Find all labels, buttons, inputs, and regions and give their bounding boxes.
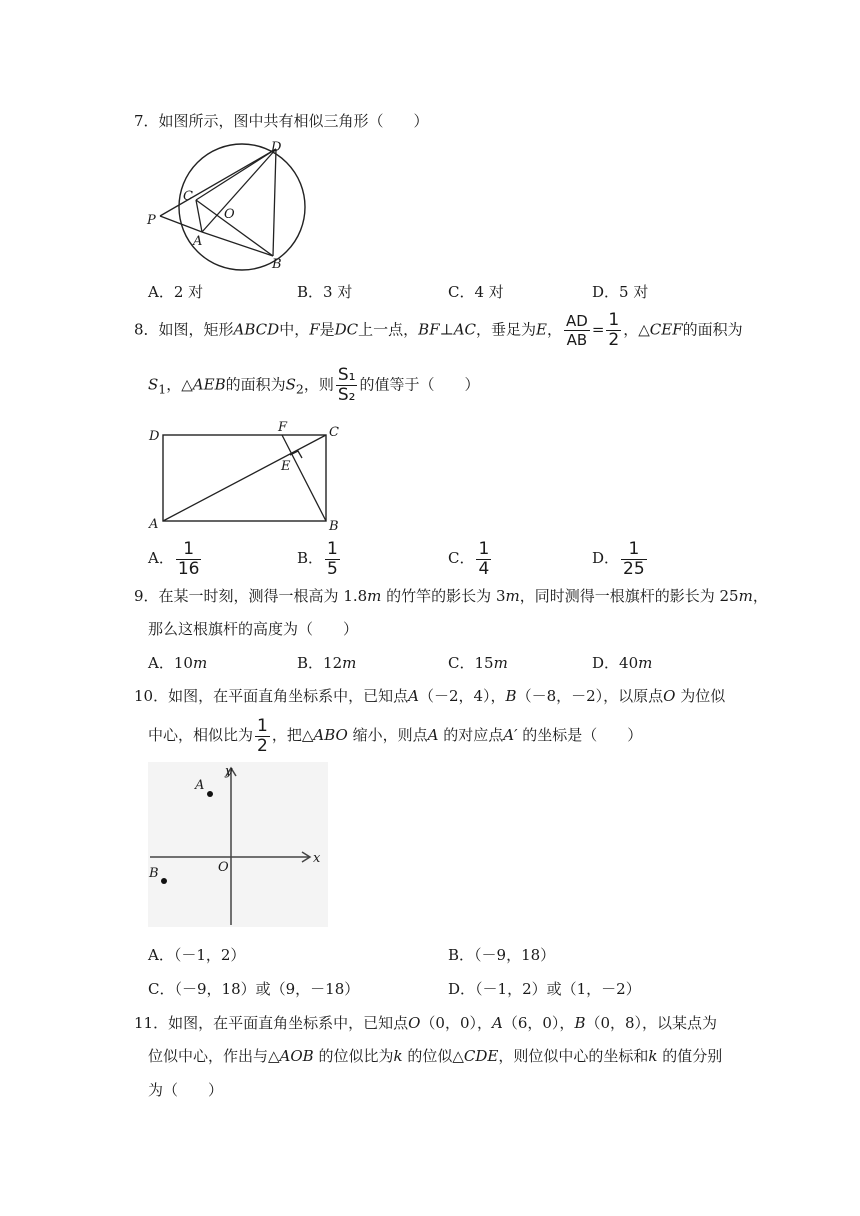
q8-ratio-ad-ab: $\frac{AD}{AB}$ (566, 312, 588, 349)
q10-label-x: x (313, 851, 321, 866)
q10-line1: 10．如图，在平面直角坐标系中，已知点A（－2，4），B（－8，－2），以原点O 为位似 (134, 687, 726, 705)
q8-ratio-half: $\frac{1}{2}$ (608, 310, 620, 350)
q8-label-b: B (329, 519, 339, 534)
q7-option-b[interactable]: B．3 对 (297, 283, 353, 301)
q7-label-p: P (147, 213, 156, 228)
q8-label-e: E (281, 459, 291, 474)
q7-circle-figure (140, 138, 310, 272)
q10-label-y: y (225, 764, 233, 779)
q7-option-a[interactable]: A．2 对 (148, 283, 204, 301)
q7-label-d: D (271, 140, 282, 155)
q9-option-c[interactable]: C．15m (448, 654, 508, 672)
q10-point-b (161, 878, 167, 884)
q10-label-a: A (195, 778, 205, 793)
q10-point-a (207, 791, 213, 797)
q7-stem: 7．如图所示，图中共有相似三角形（ ） (134, 112, 429, 130)
q8-option-c[interactable]: C． $\frac{1}{4}$ (448, 538, 490, 579)
q8-rectangle-figure (145, 418, 350, 536)
q10-line2: 中心，相似比为 $\frac{1}{2}$ ，把△ABO 缩小，则点A 的对应点A′ 的坐标是（ ） (148, 715, 643, 756)
q8-line1: 8．如图，矩形ABCD中，F是DC上一点，BF⊥AC，垂足为E， $\frac{AD}{AB}$ = $\frac{1}{2}$ ，△CEF的面积为 (134, 310, 743, 350)
q10-label-b: B (149, 866, 159, 881)
q8-option-d[interactable]: D． $\frac{1}{25}$ (592, 538, 645, 579)
q9-option-b[interactable]: B．12m (297, 654, 357, 672)
q10-option-b[interactable]: B．（－9，18） (448, 946, 556, 964)
q8-ratio-s1-s2: $\frac{\text{S₁}}{\text{S₂}}$ (337, 365, 356, 405)
q8-label-a: A (149, 517, 159, 532)
q10-option-a[interactable]: A．（－1，2） (148, 946, 246, 964)
q9-line2: 那么这根旗杆的高度为（ ） (148, 620, 359, 638)
q10-coordinate-figure (148, 762, 328, 927)
q11-line3: 为（ ） (148, 1081, 224, 1099)
q7-option-c[interactable]: C．4 对 (448, 283, 504, 301)
q10-option-c[interactable]: C．（－9，18）或（9，－18） (148, 980, 360, 998)
q11-line1: 11．如图，在平面直角坐标系中，已知点O（0，0），A（6，0），B（0，8），以某点为 (134, 1014, 718, 1032)
q9-option-d[interactable]: D．40m (592, 654, 653, 672)
q8-line2: $S_1$，△AEB的面积为$S_2$，则 $\frac{\text{S₁}}{\text{S₂}}$ 的值等于（ ） (148, 365, 480, 405)
q10-option-d[interactable]: D．（－1，2）或（1，－2） (448, 980, 641, 998)
q9-line1: 9．在某一时刻，测得一根高为 1.8m 的竹竿的影长为 3m，同时测得一根旗杆的影长为 25m， (134, 587, 768, 605)
q10-ratio-half: $\frac{1}{2}$ (257, 715, 268, 756)
q8-label-d: D (149, 429, 160, 444)
q7-label-c: C (183, 189, 193, 204)
q7-label-o: O (224, 207, 235, 222)
q8-option-a[interactable]: A． $\frac{1}{16}$ (148, 538, 200, 579)
q7-label-b: B (272, 257, 282, 272)
q7-option-d[interactable]: D．5 对 (592, 283, 649, 301)
q8-label-c: C (329, 425, 339, 440)
q8-option-b[interactable]: B． $\frac{1}{5}$ (297, 538, 338, 579)
q8-label-f: F (278, 420, 288, 435)
q9-option-a[interactable]: A．10m (148, 654, 208, 672)
q10-label-o: O (218, 860, 229, 875)
q11-line2: 位似中心，作出与△AOB 的位似比为k 的位似△CDE，则位似中心的坐标和k 的值分别 (148, 1047, 723, 1065)
q7-label-a: A (193, 234, 203, 249)
